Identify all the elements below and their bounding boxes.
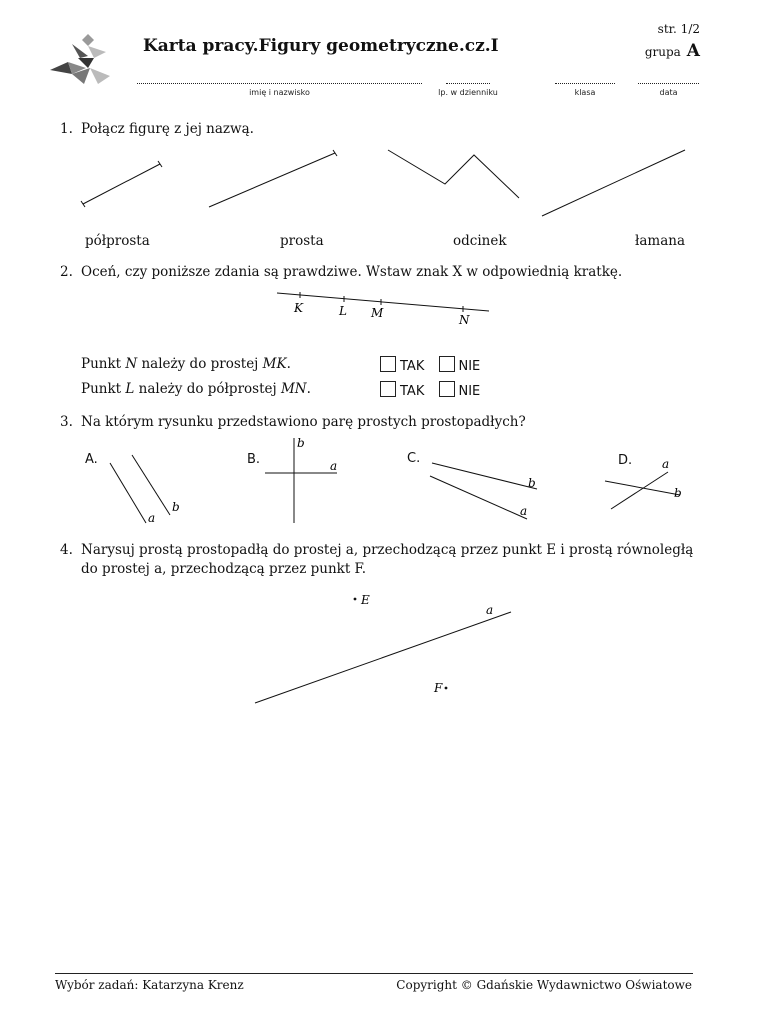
option-d-label: D. (618, 453, 633, 468)
point-l-label: L (339, 304, 347, 318)
option-b-line-a-label: a (330, 459, 338, 473)
option-b-label: B. (247, 452, 261, 467)
task-number: 3. (60, 414, 73, 430)
statement-2: Punkt L należy do półprostej MN. (81, 381, 311, 397)
point-e-label: E (361, 593, 370, 607)
statement-1: Punkt N należy do prostej MK. (81, 356, 291, 372)
option-a-label: A. (85, 452, 98, 467)
task-1-figures (0, 140, 768, 230)
task-3-figures (0, 435, 768, 530)
statement-2-nie-checkbox[interactable] (439, 381, 455, 397)
task-4-prompt-continuation (81, 561, 366, 577)
footer-copyright: Copyright © Gdańskie Wydawnictwo Oświatowe (396, 978, 692, 992)
group-label: grupa (644, 45, 681, 59)
name-segment: odcinek (453, 233, 507, 249)
task-text-line-2: do prostej a, przechodzącą przez punkt F. (81, 561, 367, 577)
date-label: data (659, 88, 678, 97)
page-title: Karta pracy.Figury geometryczne.cz.I (143, 36, 499, 56)
line-a-label: a (486, 603, 494, 617)
name-field-label: imię i nazwisko (249, 88, 310, 97)
task-2-figure (270, 285, 500, 330)
nie-label: NIE (458, 359, 481, 374)
option-c-label: C. (407, 451, 421, 466)
segment-figure (83, 164, 160, 204)
statement-1-nie-checkbox[interactable] (439, 356, 455, 372)
point-k-label: K (294, 301, 303, 315)
line-figure (542, 150, 685, 216)
option-a-line-a-label: a (148, 511, 156, 525)
tak-label: TAK (400, 384, 425, 399)
name-line: prosta (280, 233, 324, 249)
point-f-label: F (434, 681, 443, 695)
point-f (445, 687, 448, 690)
task-number: 4. (60, 542, 73, 558)
point-e (354, 598, 357, 601)
option-d-line-a-label: a (662, 457, 670, 471)
task-number: 2. (60, 264, 73, 280)
statement-2-answers (380, 381, 480, 399)
option-b-line-b-label: b (297, 436, 305, 450)
nie-label: NIE (458, 384, 481, 399)
journal-number-field[interactable] (446, 73, 490, 84)
statement-2-tak-checkbox[interactable] (380, 381, 396, 397)
footer-author: Wybór zadań: Katarzyna Krenz (55, 978, 244, 992)
task-1-prompt (60, 121, 254, 137)
page-number: str. 1/2 (657, 22, 700, 36)
name-ray: półprosta (85, 233, 150, 249)
journal-number-label: lp. w dzienniku (438, 88, 498, 97)
task-4-prompt (60, 542, 693, 558)
task-text: Połącz figurę z jej nazwą. (81, 121, 254, 137)
task-number: 1. (60, 121, 73, 137)
task-4-figure (240, 585, 530, 710)
publisher-logo (48, 32, 116, 88)
task-3-prompt (60, 414, 526, 430)
class-label: klasa (574, 88, 596, 97)
statement-1-tak-checkbox[interactable] (380, 356, 396, 372)
option-a-line-b-label: b (172, 500, 180, 514)
class-field[interactable] (555, 73, 615, 84)
task-2-prompt (60, 264, 622, 280)
group-indicator (645, 41, 700, 61)
polyline-figure (388, 150, 519, 198)
ray-figure (209, 153, 335, 207)
footer-divider (55, 973, 693, 974)
task-text: Na którym rysunku przedstawiono parę prostych prostopadłych? (81, 414, 526, 430)
option-c-line-b-label: b (528, 476, 536, 490)
statement-1-answers (380, 356, 480, 374)
point-n-label: N (459, 313, 470, 327)
group-value: A (686, 41, 700, 61)
task-text: Oceń, czy poniższe zdania są prawdziwe. Wstaw znak X w odpowiednią kratkę. (81, 264, 623, 280)
name-field[interactable] (137, 73, 422, 84)
option-c-line-a-label: a (520, 504, 528, 518)
tak-label: TAK (400, 359, 425, 374)
name-polyline: łamana (635, 233, 686, 249)
date-field[interactable] (638, 73, 699, 84)
point-m-label: M (371, 306, 384, 320)
option-d-line-b-label: b (674, 486, 682, 500)
task-text-line-1: Narysuj prostą prostopadłą do prostej a, przechodzącą przez punkt E i prostą równoległą (81, 542, 694, 558)
